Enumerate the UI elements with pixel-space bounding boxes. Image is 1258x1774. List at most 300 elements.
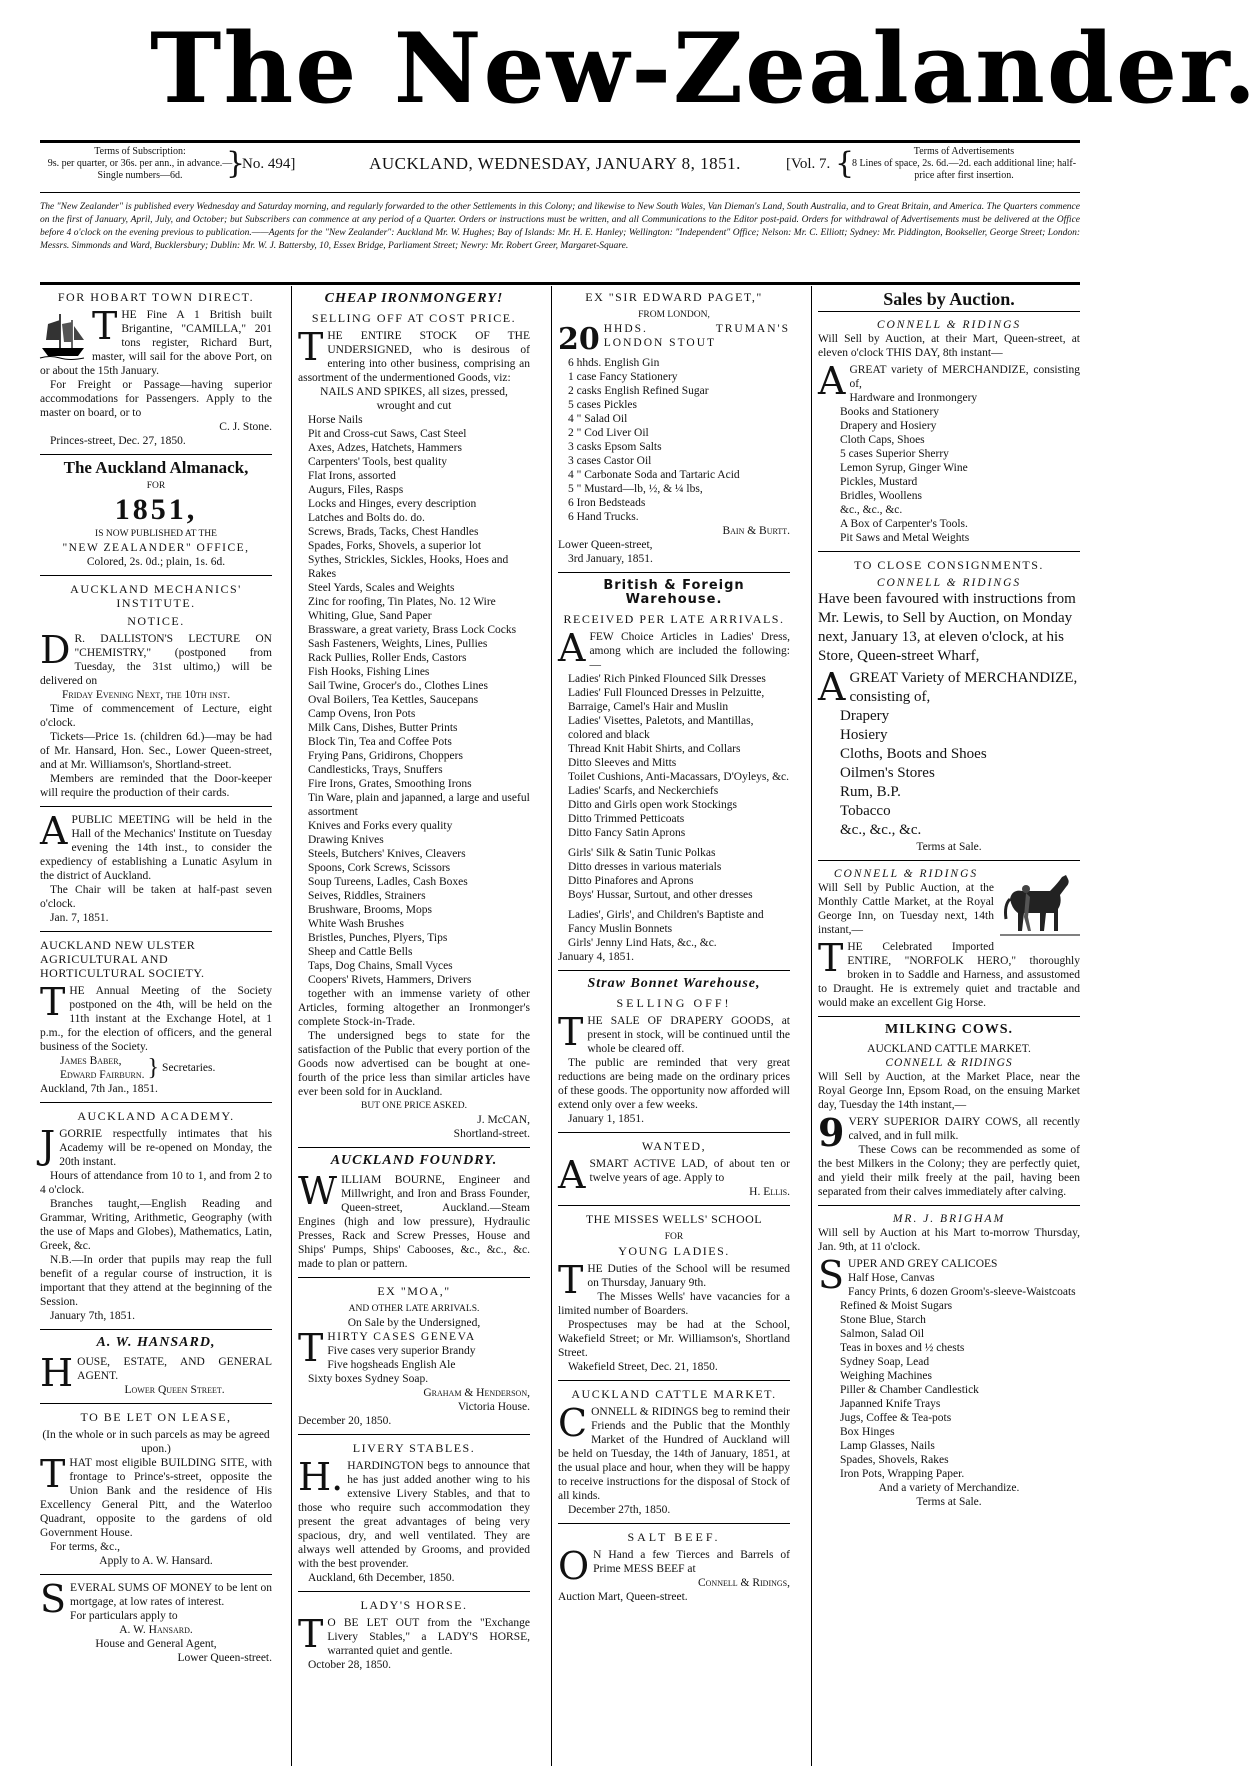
- drop-cap: T: [298, 325, 324, 369]
- section-title-sales: Sales by Auction.: [883, 289, 1015, 309]
- separator: [40, 806, 272, 807]
- list-item: Teas in boxes and ½ chests: [840, 1342, 965, 1354]
- ad-signature: Connell & Ridings,: [697, 1577, 790, 1589]
- ad-body: VERY SUPERIOR DAIRY COWS, all recently calved, and in full milk.: [848, 1116, 1080, 1142]
- list-item: Hosiery: [840, 727, 888, 743]
- separator: [298, 1434, 530, 1435]
- column-divider-3: [811, 286, 812, 1766]
- ironmongery-list: [298, 413, 530, 987]
- ad-description: These Cows can be recommended as some of the best Milkers in the Colony; they are perfectly quiet, and yield their milk freely at the pail, having been separated from their calves immediately after calving.: [818, 1144, 1080, 1198]
- list-item: 6 Hand Trucks.: [568, 511, 639, 523]
- ad-date: January 7th, 1851.: [50, 1310, 135, 1322]
- list-item: Boys' Hussar, Surtout, and other dresses: [568, 889, 753, 901]
- list-item: Stone Blue, Starch: [840, 1314, 926, 1326]
- separator: [40, 1329, 272, 1330]
- list-item: Salmon, Salad Oil: [840, 1328, 925, 1340]
- list-item: Ditto Sleeves and Mitts: [568, 757, 677, 769]
- ad-ironmongery: [298, 292, 530, 1141]
- ad-body: HHDS. TRUMAN'S LONDON STOUT: [603, 323, 790, 349]
- list-item: Ladies' Visettes, Paletots, and Mantillas, colored and black: [568, 715, 754, 741]
- drop-cap: T: [40, 980, 66, 1024]
- list-item: Ladies' Rich Pinked Flounced Silk Dresses: [568, 673, 766, 685]
- ad-title: AUCKLAND CATTLE MARKET.: [571, 1387, 777, 1401]
- list-item: Ditto and Girls open work Stockings: [568, 799, 737, 811]
- list-item: Taps, Dog Chains, Small Vyces: [308, 960, 453, 972]
- list-item: Oilmen's Stores: [840, 765, 935, 781]
- ad-time: Time of commencement of Lecture, eight o'clock.: [40, 703, 272, 729]
- brace-left: }: [226, 146, 246, 181]
- list-item: Books and Stationery: [840, 406, 940, 418]
- ad-signature: Graham & Henderson,: [423, 1387, 530, 1399]
- almanack-year: 1851,: [114, 493, 198, 526]
- list-item: Steel Yards, Scales and Weights: [308, 582, 455, 594]
- list-item: Steels, Butchers' Knives, Cleavers: [308, 848, 466, 860]
- list-item: Brassware, a great variety, Brass Lock Cocks: [308, 624, 517, 636]
- ad-signature: H. Ellis.: [749, 1186, 790, 1198]
- ad-date: October 28, 1850.: [308, 1659, 392, 1671]
- ad-wanted: [558, 1139, 790, 1199]
- list-item: Brushware, Brooms, Mops: [308, 904, 432, 916]
- separator: [818, 311, 1080, 312]
- column-2: [298, 290, 530, 1760]
- list-item: Ditto Fancy Satin Aprons: [568, 827, 686, 839]
- list-item: 5 cases Superior Sherry: [840, 448, 949, 460]
- ad-date: December 20, 1850.: [298, 1415, 392, 1427]
- list-item: Rum, B.P.: [840, 784, 901, 800]
- ad-date: Princes-street, Dec. 27, 1850.: [50, 435, 186, 447]
- list-item: Refined & Moist Sugars: [840, 1300, 953, 1312]
- drop-cap: W: [298, 1169, 338, 1213]
- list-item: Ladies' Scarfs, and Neckerchiefs: [568, 785, 719, 797]
- list-item: White Wash Brushes: [308, 918, 404, 930]
- separator: [40, 575, 272, 576]
- list-item: Latches and Bolts do. do.: [308, 512, 425, 524]
- ad-intro: Will Sell by Auction, at the Market Place, near the Royal George Inn, Epsom Road, on the ensuing Market day, Tuesday the 14th instant,—: [818, 1071, 1080, 1111]
- ad-members: Members are reminded that the Door-keeper will require the production of their cards.: [40, 773, 272, 799]
- list-item: Flat Irons, assorted: [308, 470, 396, 482]
- ad-particulars: For particulars apply to: [70, 1610, 178, 1622]
- ad-salt-beef: [558, 1530, 790, 1604]
- ad-terms: For terms, &c.,: [50, 1541, 120, 1553]
- ad-apply: Apply to A. W. Hansard.: [99, 1555, 213, 1567]
- list-item: 1 case Fancy Stationery: [568, 371, 678, 383]
- place-date: AUCKLAND, WEDNESDAY, JANUARY 8, 1851.: [369, 154, 741, 173]
- ad-title: AUCKLAND ACADEMY.: [77, 1109, 235, 1123]
- list-item: Ditto dresses in various materials: [568, 861, 722, 873]
- ad-ulster-society: [40, 938, 272, 1096]
- list-item: Horse Nails: [308, 414, 363, 426]
- auctioneer-name: CONNELL & RIDINGS: [833, 868, 979, 880]
- list-item: Oval Boilers, Tea Kettles, Saucepans: [308, 694, 479, 706]
- separator: [558, 572, 790, 573]
- consignment-list: [818, 707, 1080, 840]
- ad-terms: Terms at Sale.: [916, 841, 982, 853]
- column-divider-2: [551, 286, 552, 1766]
- ad-body: OUSE, ESTATE, AND GENERAL AGENT.: [77, 1356, 272, 1382]
- list-item: Camp Ovens, Iron Pots: [308, 708, 416, 720]
- brace-right: {: [835, 146, 855, 181]
- ad-body: HE Duties of the School will be resumed on Thursday, January 9th.: [587, 1263, 790, 1289]
- ad-body: HE Fine A 1 British built Brigantine, "CAMILLA," 201 tons register, Richard Burt, master, will sail for the above Port, on or about the 15th January.: [40, 309, 272, 377]
- ad-secretaries: James Baber, Edward Fairburn. } Secretaries.: [60, 1055, 216, 1081]
- separator: [40, 1403, 272, 1404]
- subscription-terms: [40, 146, 240, 186]
- list-item: Axes, Adzes, Hatchets, Hammers: [308, 442, 462, 454]
- list-item: Sythes, Strickles, Sickles, Hooks, Hoes and Rakes: [308, 554, 509, 580]
- list-item: Drapery: [840, 708, 890, 724]
- ad-date: January 1, 1851.: [568, 1113, 645, 1125]
- separator: [558, 970, 790, 971]
- advertisement-terms: [848, 146, 1080, 186]
- ad-terms: Terms at Sale.: [916, 1496, 982, 1508]
- list-item: Fish Hooks, Fishing Lines: [308, 666, 430, 678]
- ad-place: Victoria House.: [457, 1401, 530, 1413]
- separator: [558, 1132, 790, 1133]
- list-item: Ditto Pinafores and Aprons: [568, 875, 694, 887]
- ad-hours: Hours of attendance from 10 to 1, and from 2 to 4 o'clock.: [40, 1170, 272, 1196]
- separator: [40, 931, 272, 932]
- list-item: Cloth Caps, Shoes: [840, 434, 925, 446]
- drop-cap: T: [818, 936, 844, 980]
- british-list: [558, 672, 790, 840]
- ad-body: HE Celebrated Imported ENTIRE, "NORFOLK HERO," thoroughly broken in to Saddle and Harness, and assustomed to Draught. He is extremely quiet and tractable and would make an excellent Gig Horse.: [818, 941, 1080, 1009]
- ad-title: LADY'S HORSE.: [360, 1598, 468, 1612]
- list-item: Hardware and Ironmongery: [849, 392, 978, 404]
- ad-body: GORRIE respectfully intimates that his Academy will be re-opened on Monday, the 20th instant.: [59, 1128, 272, 1168]
- list-item: Japanned Knife Trays: [840, 1398, 941, 1410]
- ad-british-foreign: [558, 579, 790, 964]
- ad-straw-bonnet: [558, 977, 790, 1126]
- ad-public: The public are reminded that very great reductions are being made on the ordinary prices of these goods. The opportunity now afforded will extend only over a few weeks.: [558, 1057, 790, 1111]
- list-item: Girls' Jenny Lind Hats, &c., &c.: [568, 937, 717, 949]
- list-item: Toilet Cushions, Anti-Macassars, D'Oyleys, &c.: [568, 771, 790, 783]
- drop-number: 20: [558, 322, 600, 357]
- paget-list: [558, 356, 790, 524]
- ad-price: Colored, 2s. 0d.; plain, 1s. 6d.: [86, 556, 226, 568]
- list-item: Cloths, Boots and Shoes: [840, 746, 987, 762]
- list-item: Whiting, Glue, Sand Paper: [308, 610, 432, 622]
- volume: [Vol. 7.: [786, 156, 831, 172]
- ad-signature: Bain & Burtt.: [722, 525, 790, 537]
- ad-freight: For Freight or Passage—having superior accommodations for Passengers. Apply to the master on board, or to: [40, 379, 272, 419]
- list-item: Sash Fasteners, Weights, Lines, Pullies: [308, 638, 488, 650]
- drop-cap: T: [92, 304, 118, 348]
- drop-cap: O: [558, 1544, 590, 1588]
- ad-lease: [40, 1410, 272, 1568]
- list-item: Screws, Brads, Tacks, Chest Handles: [308, 526, 479, 538]
- ad-title: LIVERY STABLES.: [352, 1441, 476, 1455]
- ad-public-meeting: [40, 809, 272, 925]
- drop-cap: T: [40, 1452, 66, 1496]
- column-divider-1: [291, 286, 292, 1766]
- list-item: Spades, Forks, Shovels, a superior lot: [308, 540, 482, 552]
- ad-title: THE MISSES WELLS' SCHOOL: [585, 1212, 763, 1226]
- ad-intro: Will Sell by Auction, at their Mart, Queen-street, at eleven o'clock THIS DAY, 8th instant—: [818, 333, 1080, 359]
- list-item: 4 " Carbonate Soda and Tartaric Acid: [568, 469, 740, 481]
- list-item: A Box of Carpenter's Tools.: [840, 518, 968, 530]
- ad-title: CHEAP IRONMONGERY!: [324, 291, 504, 306]
- ad-title: AUCKLAND FOUNDRY.: [330, 1153, 498, 1168]
- list-item: Jugs, Coffee & Tea-pots: [840, 1412, 952, 1424]
- subscription-heading: Terms of Subscription:: [94, 146, 186, 157]
- publication-blurb: The "New Zealander" is published every Wednesday and Saturday morning, and regularly forwarded to the other Settlements in this Colony; and likewise to New South Wales, Van Dieman's Land, South Australia, and to Great Britain, and America. The Quarters commence on the first of January, April, July, and October; but Subscribers can commence at any period of a Quarter. Orders or instructions must be written, and all Communications to the Editor post-paid. Orders for withdrawal of Advertisements must be delivered at the Office before 4 o'clock on the evening previous to publication.——Agents for the "New Zealander": Auckland Mr. W. Hughes; Bay of Islands: Mr. H. E. Hanley; Wellington: "Independent" Office; Nelson: Mr. C. Elliott; Sydney: Mr. Piddington, Bookseller, George Street; London: Messrs. Simmonds and Ward, Bucklersbury; Dublin: Mr. W. J. Battersby, 10, Essex Bridge, Parliament Street; Newry: Mr. Robert Greer, Margaret-Square.: [40, 202, 1080, 251]
- ad-title: EX "SIR EDWARD PAGET,": [585, 290, 763, 304]
- list-item: Coopers' Rivets, Hammers, Drivers: [308, 974, 472, 986]
- ad-body: SMART ACTIVE LAD, of about ten or twelve years of age. Apply to: [589, 1158, 790, 1184]
- list-item: Tin Ware, plain and japanned, a large and useful assortment: [308, 792, 530, 818]
- ad-subtitle: SELLING OFF!: [616, 996, 732, 1010]
- ad-livery: [298, 1441, 530, 1585]
- separator: [40, 454, 272, 455]
- ad-from: FROM LONDON,: [638, 310, 710, 320]
- list-item: Augurs, Files, Rasps: [308, 484, 404, 496]
- ad-body: FEW Choice Articles in Ladies' Dress, among which are included the following:—: [589, 631, 790, 671]
- ad-title: FOR HOBART TOWN DIRECT.: [57, 290, 255, 304]
- ad-intro: Will sell by Auction at his Mart to-morrow Thursday, Jan. 9th, at 11 o'clock.: [818, 1227, 1080, 1253]
- ad-hobart: [40, 290, 272, 448]
- ad-title: TO CLOSE CONSIGNMENTS.: [854, 558, 1044, 572]
- list-item: Fancy Prints, 6 dozen Groom's-sleeve-Waistcoats: [848, 1286, 1076, 1298]
- ad-variety: And a variety of Merchandize.: [878, 1482, 1020, 1494]
- ad-vacancies: The Misses Wells' have vacancies for a limited number of Boarders.: [558, 1291, 790, 1317]
- ad-academy: [40, 1109, 272, 1323]
- masthead-title: The New-Zealander.: [150, 12, 1258, 125]
- list-item: Lamp Glasses, Nails: [840, 1440, 935, 1452]
- advertisement-rates: 8 Lines of space, 2s. 6d.—2d. each additional line; half-price after first insertion.: [851, 158, 1077, 181]
- ad-foundry: [298, 1154, 530, 1271]
- ad-body: HE ENTIRE STOCK OF THE UNDERSIGNED, who is desirous of entering into other business, comprising an assortment of the undermentioned Goods, viz:: [298, 330, 530, 384]
- list-item: Five hogsheads English Ale: [327, 1359, 456, 1371]
- list-item: 3 cases Castor Oil: [568, 455, 652, 467]
- list-item: Thread Knit Habit Shirts, and Collars: [568, 743, 741, 755]
- ad-body: HARDINGTON begs to announce that he has just added another wing to his extensive Livery Stables, and that to those who require such accommodation they present the great advantages of being very spacious, dry, and well ventilated. They are always well attended by Grooms, and provided with the best provender.: [298, 1460, 530, 1570]
- secretary-name: James Baber,: [60, 1055, 122, 1067]
- ad-money: [40, 1577, 272, 1665]
- separator: [298, 1591, 530, 1592]
- ad-subtitle: AND OTHER LATE ARRIVALS.: [348, 1304, 480, 1314]
- ad-signature: J. McCAN,: [477, 1114, 530, 1126]
- ad-date: Jan. 7, 1851.: [50, 912, 109, 924]
- list-item: Drawing Knives: [308, 834, 384, 846]
- list-item: Locks and Hinges, every description: [308, 498, 477, 510]
- ad-title: AUCKLAND MECHANICS' INSTITUTE.: [70, 582, 242, 610]
- ad-body: HE Annual Meeting of the Society postponed on the 4th, will be held on the 11th instant at the Exchange Hotel, at 1 p.m., for the election of officers, and the general business of the Society.: [40, 985, 272, 1053]
- ad-subtitle: YOUNG LADIES.: [618, 1244, 730, 1258]
- ad-together: together with an immense variety of other Articles, forming altogether an Ironmonger's complete Stock-in-Trade.: [298, 988, 530, 1028]
- drop-cap: A: [818, 665, 846, 709]
- merchandize-list: [818, 391, 1080, 545]
- ad-body: ONNELL & RIDINGS beg to remind their Friends and the Public that the Monthly Market of the Hundred of Auckland will be held on Tuesday, the 14th of January, 1851, at the usual place and hour, when they will be happy to receive instructions for the disposal of Stock of all kinds.: [558, 1406, 790, 1502]
- list-item: Pit and Cross-cut Saws, Cast Steel: [308, 428, 467, 440]
- ad-notice: NOTICE.: [127, 614, 185, 628]
- separator: [558, 1523, 790, 1524]
- secretary-name: Edward Fairburn.: [60, 1069, 145, 1081]
- list-item: 2 " Cod Liver Oil: [568, 427, 649, 439]
- column-1: [40, 290, 272, 1760]
- ad-close-consignments: [818, 558, 1080, 854]
- ad-street: Shortland-street.: [453, 1128, 530, 1140]
- separator: [298, 1277, 530, 1278]
- ad-milking-cows: [818, 1023, 1080, 1199]
- drop-cap: A: [40, 809, 68, 853]
- drop-cap: C: [558, 1401, 588, 1445]
- list-item: Iron Pots, Wrapping Paper.: [840, 1468, 965, 1480]
- ad-body: UPER AND GREY CALICOES: [848, 1258, 998, 1270]
- ad-body: N Hand a few Tierces and Barrels of Prime MESS BEEF at: [593, 1549, 790, 1575]
- subscription-rates: 9s. per quarter, or 36s. per ann., in advance.—Single numbers—6d.: [47, 158, 233, 181]
- list-item: &c., &c., &c.: [840, 822, 922, 838]
- ad-great: GREAT Variety of MERCHANDIZE, consisting of,: [849, 670, 1078, 705]
- ad-mechanics: [40, 582, 272, 800]
- ad-lady-horse: [298, 1598, 530, 1672]
- list-item: Block Tin, Tea and Coffee Pots: [308, 736, 452, 748]
- list-item: Seives, Riddles, Strainers: [308, 890, 426, 902]
- ad-body: HAT most eligible BUILDING SITE, with frontage to Prince's-street, opposite the Union Bank and the residence of His Excellency General Pitt, and the Waterloo Quadrant, opposite to the gardens of old Government House.: [40, 1457, 272, 1539]
- separator: [40, 1574, 272, 1575]
- list-item: Sheep and Cattle Bells: [308, 946, 413, 958]
- auctioneer-name: MR. J. BRIGHAM: [892, 1213, 1006, 1225]
- ad-body: GREAT variety of MERCHANDIZE, consisting of,: [849, 364, 1080, 390]
- ad-norfolk-hero: [818, 867, 1080, 1010]
- list-item: Soup Tureens, Ladles, Cash Boxes: [308, 876, 468, 888]
- ad-date: 3rd January, 1851.: [568, 553, 653, 565]
- separator: [818, 1205, 1080, 1206]
- ad-subtitle: SELLING OFF AT COST PRICE.: [311, 311, 517, 325]
- ad-cattle-market: [558, 1387, 790, 1517]
- drop-cap: D: [40, 628, 71, 672]
- list-item: Tobacco: [840, 803, 891, 819]
- secretary-role: Secretaries.: [162, 1062, 216, 1074]
- list-item: Fire Irons, Grates, Smoothing Irons: [308, 778, 472, 790]
- ad-date: Auckland, 6th December, 1850.: [308, 1572, 455, 1584]
- header-mid-rule: [40, 192, 1080, 193]
- ad-date: December 27th, 1850.: [568, 1504, 671, 1516]
- drop-cap: T: [298, 1326, 324, 1370]
- separator: [558, 1380, 790, 1381]
- list-item: Five cases very superior Brandy: [327, 1345, 476, 1357]
- ad-title: EX "MOA,": [377, 1284, 451, 1298]
- list-item: 4 " Salad Oil: [568, 413, 628, 425]
- ad-one-price: BUT ONE PRICE ASKED.: [361, 1101, 467, 1111]
- drop-cap: A: [558, 626, 586, 670]
- list-item: Spades, Shovels, Rakes: [840, 1454, 949, 1466]
- drop-number: 9: [818, 1110, 845, 1155]
- list-item: Weighing Machines: [840, 1370, 933, 1382]
- drop-cap: S: [40, 1577, 67, 1621]
- list-item: Sail Twine, Grocer's do., Clothes Lines: [308, 680, 488, 692]
- list-item: 6 hhds. English Gin: [568, 357, 660, 369]
- ad-moa: [298, 1284, 530, 1428]
- list-item: Ladies', Girls', and Children's Baptiste and Fancy Muslin Bonnets: [568, 909, 764, 935]
- drop-cap: S: [818, 1253, 845, 1297]
- list-item: 2 casks English Refined Sugar: [568, 385, 709, 397]
- ad-office: "NEW ZEALANDER" OFFICE,: [62, 542, 250, 554]
- list-item: Milk Cans, Dishes, Butter Prints: [308, 722, 458, 734]
- header-top-rule: [40, 140, 1080, 143]
- british-list-children: [558, 846, 790, 902]
- ad-street: Lower Queen Street.: [124, 1384, 225, 1396]
- drop-cap: T: [558, 1258, 584, 1302]
- separator: [818, 1016, 1080, 1017]
- auctioneer-name: CONNELL & RIDINGS: [876, 319, 1022, 331]
- list-item: 3 casks Epsom Salts: [568, 441, 662, 453]
- ad-street: Auction Mart, Queen-street.: [558, 1591, 688, 1603]
- ad-for: FOR: [664, 1232, 684, 1242]
- ad-date: Auckland, 7th Jan., 1851.: [40, 1083, 158, 1095]
- ship-icon: [40, 310, 86, 360]
- list-item: Sixty boxes Sydney Soap.: [308, 1373, 429, 1385]
- ad-hansard: [40, 1336, 272, 1397]
- ad-body: ILLIAM BOURNE, Engineer and Millwright, and Iron and Brass Founder, Queen-street, Auckland.—Steam Engines (high and low pressure), Hydraulic Presses, Rack and Screw Presses, House and Ships' Pumps, Ships' Cabooses, &c., &c., &c. made to plan or pattern.: [298, 1174, 530, 1270]
- separator: [298, 1147, 530, 1148]
- ad-signature: C. J. Stone.: [219, 421, 272, 433]
- list-item: Rack Pullies, Roller Ends, Castors: [308, 652, 467, 664]
- list-item: Piller & Chamber Candlestick: [840, 1384, 979, 1396]
- ad-body: O BE LET OUT from the "Exchange Livery Stables," a LADY'S HORSE, warranted quiet and gentle.: [327, 1617, 530, 1657]
- ad-prospectus: Prospectuses may be had at the School, Wakefield Street; or Mr. Williamson's, Shortland Street.: [558, 1319, 790, 1359]
- ad-date: Wakefield Street, Dec. 21, 1850.: [568, 1361, 718, 1373]
- list-item: 5 cases Pickles: [568, 399, 637, 411]
- list-item: Carpenters' Tools, best quality: [308, 456, 448, 468]
- ad-wells-school: [558, 1212, 790, 1374]
- ad-when: Friday Evening Next, the 10th inst.: [62, 689, 231, 701]
- list-item: Spoons, Cork Screws, Scissors: [308, 862, 451, 874]
- ad-subtitle: RECEIVED PER LATE ARRIVALS.: [563, 612, 785, 626]
- list-item: Bridles, Woollens: [840, 490, 922, 502]
- ad-street: Lower Queen-street.: [177, 1652, 272, 1664]
- header-bottom-rule: [40, 282, 1080, 285]
- drop-cap: T: [298, 1612, 324, 1656]
- list-item: Ditto Trimmed Petticoats: [568, 813, 685, 825]
- list-item: Frying Pans, Gridirons, Choppers: [308, 750, 463, 762]
- ad-title: SALT BEEF.: [627, 1530, 721, 1544]
- list-item: Pit Saws and Metal Weights: [840, 532, 970, 544]
- list-item: Ladies' Full Flounced Dresses in Pelzuitte, Barraige, Camel's Hair and Muslin: [568, 687, 765, 713]
- list-item: Pickles, Mustard: [840, 476, 918, 488]
- list-item: Drapery and Hosiery: [840, 420, 937, 432]
- ad-title: WANTED,: [641, 1139, 707, 1153]
- ad-role: House and General Agent,: [95, 1638, 217, 1650]
- ad-intro: Will Sell by Public Auction, at the Monthly Cattle Market, at the Royal George Inn, on Tuesday next, 14th instant,—: [818, 882, 994, 936]
- drop-cap: J: [40, 1123, 56, 1167]
- list-item: Knives and Forks every quality: [308, 820, 453, 832]
- ad-sale: On Sale by the Undersigned,: [347, 1317, 481, 1329]
- separator: [558, 1205, 790, 1206]
- auctioneer-name: CONNELL & RIDINGS: [876, 577, 1022, 589]
- ad-for: FOR: [146, 481, 166, 491]
- ad-almanack: [40, 458, 272, 569]
- ad-branches: Branches taught,—English Reading and Grammar, Writing, Arithmetic, Geography (with the use of Maps and Globes), Mathematics, Latin, Greek, &c.: [40, 1198, 272, 1252]
- ad-title: MILKING COWS.: [884, 1022, 1014, 1037]
- list-item: Lemon Syrup, Ginger Wine: [840, 462, 968, 474]
- ad-body: EVERAL SUMS OF MONEY to be lent on mortgage, at low rates of interest.: [70, 1582, 272, 1608]
- ad-subtitle: (In the whole or in such parcels as may be agreed upon.): [42, 1429, 270, 1455]
- ad-tickets: Tickets—Price 1s. (children 6d.)—may be had of Mr. Hansard, Hon. Sec., Lower Queen-street, and at Mr. Williamson's, Shortland-street.: [40, 731, 272, 771]
- drop-cap: H.: [298, 1455, 344, 1499]
- ad-subtitle: AUCKLAND CATTLE MARKET.: [867, 1043, 1031, 1055]
- list-item: 5 " Mustard—lb, ½, & ¼ lbs,: [568, 483, 703, 495]
- ad-line: IS NOW PUBLISHED AT THE: [95, 529, 217, 539]
- ad-date: January 4, 1851.: [558, 951, 635, 963]
- ad-brigham: [818, 1212, 1080, 1509]
- ad-body: HE SALE OF DRAPERY GOODS, at present in stock, will be continued until the whole be cleared off.: [587, 1015, 790, 1055]
- auctioneer-name: CONNELL & RIDINGS: [885, 1057, 1013, 1069]
- ad-title: AUCKLAND NEW ULSTER AGRICULTURAL AND HORTICULTURAL SOCIETY.: [40, 938, 205, 980]
- column-4: [818, 290, 1080, 1760]
- ad-title: The Auckland Almanack,: [63, 458, 249, 477]
- ad-closing: The undersigned begs to state for the satisfaction of the Public that every portion of the Goods now advertised can be bought at one-fourth of the price less than similar articles have ever been sold for in Auckland.: [298, 1030, 530, 1098]
- list-item: 6 Iron Bedsteads: [568, 497, 646, 509]
